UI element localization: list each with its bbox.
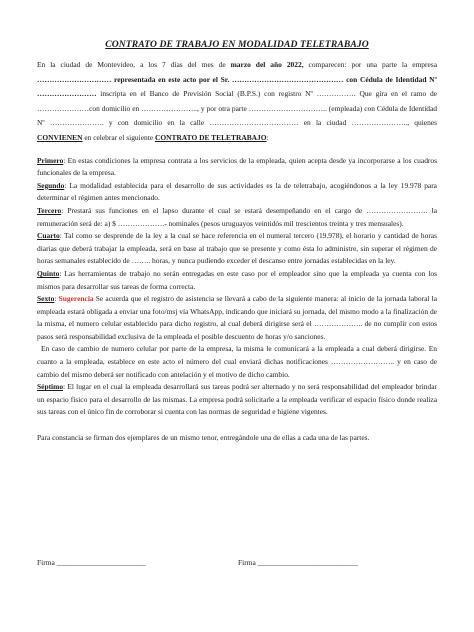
convienen-text: CONVIENEN (37, 132, 83, 142)
contract-body (37, 58, 437, 445)
closing-paragraph: Para constancia se firman dos ejemplares de un mismo tenor, entregándole una de ellas a cada una de las partes. (37, 433, 370, 443)
contract-title: CONTRATO DE TRABAJO EN MODALIDAD TELETRABAJO (105, 39, 369, 50)
clause-sexto-continued: En caso de cambio de numero celular por parte de la empresa, la misma le comunicará a la empleada a cual deberá dirigirse. En cuanto a la empleada, establece en este acto el número del cual enviará dichas notificaciones …………………….. y en caso de cambio del mismo deberá ser notificado con antelación y el motivo de dicho cambio. (37, 344, 437, 379)
contract-type-text: CONTRATO DE TELETRABAJO (154, 132, 267, 142)
contract-date: marzo del año 2022, (230, 60, 304, 69)
clause-cuarto: Cuarto: Tal como se desprende de la ley a la cual se hace referencia en el numeral tercero (19.978), el horario y cantidad de horas diarias que deberá trabajar la empleada, será en base al trabajo que se presente y como ésta lo administre, sin superar el régimen de horas semanales establecido de …….. horas, y nunca pudiendo exceder el descanso entre jornadas establecidas en la ley. (37, 231, 437, 266)
clause-segundo: Segundo: La modalidad establecida para el desarrollo de sus actividades es la de teletrabajo, acogiéndonos a la ley 19.978 para determinar el régimen antes mencionado. (37, 180, 437, 203)
signature-left: Firma ________________________ (37, 558, 146, 567)
suggestion-label: Sugerencia (58, 294, 94, 304)
clause-septimo: Séptimo: El lugar en el cual la empleada desarrollará sus tareas podrá ser alternado y no será responsabilidad del empleador brindar un espacio físico para el desarrollo de las mismas. La empresa podrá solicitarle a la empleada verificar el espacio físico donde realiza sus tareas con el único fin de corroborar si cuenta con las normas de seguridad e higiene vigentes. (37, 382, 437, 417)
clause-tercero: Tercero: Prestará sus funciones en el lapso durante el cual se estará desempeñando en el cargo de ……………………. la remuneración será de: a) $ ……………….- nominales (pesos uruguayos veintidós mil trescientos treinta y tres mensuales). (37, 205, 437, 228)
clause-quinto: Quinto: Las herramientas de trabajo no serán entregadas en este caso por el empleador sino que la empleada ya cuenta con los mismos para desarrollar sus tareas de forma correcta. (37, 268, 437, 291)
signature-right: Firma ___________________________ (238, 558, 359, 567)
intro-paragraph: En la ciudad de Montevideo, a los 7 días del mes de marzo del año 2022, comparecen: por una parte la empresa ………………………… representada en este acto por el Sr. ……………………………………… con Cédula de Identidad Nº …………………… inscripta en el Banco de Previsión Social (B.P.S.) con registro Nº ……………. Que gira en el ramo de …………………con domicilio en ………………….., y por otra parte ………………………….. (empleada) con Cédula de Identidad Nº …………………. y con domicilio en la calle ……………………………… en la ciudad ………………….., quienes CONVIENEN en celebrar el siguiente CONTRATO DE TELETRABAJO: (37, 60, 437, 142)
clause-primero: Primero: En estas condiciones la empresa contrata a los servicios de la empleada, quien acepta desde ya incorporarse a los cuadros funcionales de la empresa. (37, 155, 437, 178)
clause-sexto: Sexto: Sugerencia Se acuerda que el registro de asistencia se llevará a cabo de la siguiente manera: al inicio de la jornada laboral la empleada estará obligada a enviar una foto/msj vía WhatsApp, indicando que iniciará su jornada, del mismo modo a la finalización de la misma, el numero celular establecido para dicho registro, al cual deberá dirigirse será el ……………….. de no cumplir con estos pasos será responsabilidad exclusiva de la empleada el posible descuento de horas y/o sanciones. (37, 294, 438, 341)
